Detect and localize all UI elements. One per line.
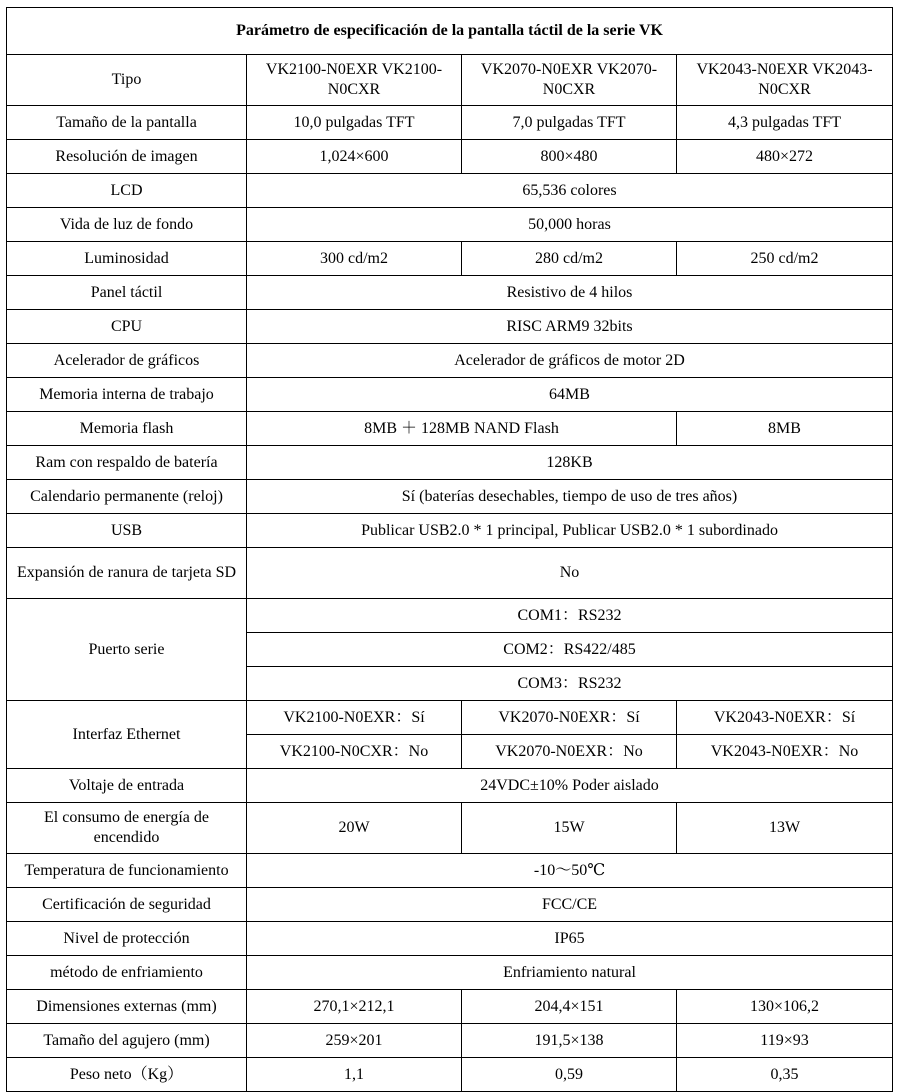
cell-value: Enfriamiento natural — [247, 956, 893, 990]
row-label: Puerto serie — [7, 599, 247, 701]
table-row — [7, 276, 893, 310]
cell-value: COM2：RS422/485 — [247, 633, 893, 667]
cell-value: VK2100-N0CXR：No — [247, 735, 462, 769]
table-row — [7, 769, 893, 803]
table-row — [7, 242, 893, 276]
cell-value: 191,5×138 — [462, 1024, 677, 1058]
row-label: método de enfriamiento — [7, 956, 247, 990]
cell-value: 8MB ＋ 128MB NAND Flash — [247, 412, 677, 446]
cell-value: 15W — [462, 803, 677, 854]
table-row — [7, 310, 893, 344]
table-row — [7, 344, 893, 378]
cell-value: 65,536 colores — [247, 174, 893, 208]
row-label: USB — [7, 514, 247, 548]
table-row — [7, 174, 893, 208]
table-row — [7, 412, 893, 446]
cell-value: FCC/CE — [247, 888, 893, 922]
cell-value: 270,1×212,1 — [247, 990, 462, 1024]
row-label: CPU — [7, 310, 247, 344]
row-label: Resolución de imagen — [7, 140, 247, 174]
table-row — [7, 514, 893, 548]
cell-value: 13W — [677, 803, 893, 854]
cell-value: 204,4×151 — [462, 990, 677, 1024]
row-label: Dimensiones externas (mm) — [7, 990, 247, 1024]
row-label: Temperatura de funcionamiento — [7, 854, 247, 888]
cell-value: 1,1 — [247, 1058, 462, 1092]
table-row — [7, 446, 893, 480]
cell-value: 130×106,2 — [677, 990, 893, 1024]
row-label: Tipo — [7, 55, 247, 106]
row-label: Calendario permanente (reloj) — [7, 480, 247, 514]
cell-value: 50,000 horas — [247, 208, 893, 242]
cell-value: 480×272 — [677, 140, 893, 174]
cell-value: RISC ARM9 32bits — [247, 310, 893, 344]
row-label: Memoria interna de trabajo — [7, 378, 247, 412]
cell-value: 4,3 pulgadas TFT — [677, 106, 893, 140]
row-label: Expansión de ranura de tarjeta SD — [7, 548, 247, 599]
cell-value: 250 cd/m2 — [677, 242, 893, 276]
cell-value: VK2043-N0EXR：Sí — [677, 701, 893, 735]
cell-value: -10～50℃ — [247, 854, 893, 888]
cell-value: 24VDC±10% Poder aislado — [247, 769, 893, 803]
cell-value: VK2070-N0EXR VK2070-N0CXR — [462, 55, 677, 106]
cell-value: COM3：RS232 — [247, 667, 893, 701]
table-row — [7, 599, 893, 633]
cell-value: VK2070-N0EXR：No — [462, 735, 677, 769]
cell-value: 128KB — [247, 446, 893, 480]
row-label: Interfaz Ethernet — [7, 701, 247, 769]
cell-value: 259×201 — [247, 1024, 462, 1058]
row-label: Vida de luz de fondo — [7, 208, 247, 242]
row-label: Luminosidad — [7, 242, 247, 276]
cell-value: Resistivo de 4 hilos — [247, 276, 893, 310]
table-row — [7, 922, 893, 956]
cell-value: 119×93 — [677, 1024, 893, 1058]
cell-value: VK2070-N0EXR：Sí — [462, 701, 677, 735]
cell-value: 64MB — [247, 378, 893, 412]
cell-value: 10,0 pulgadas TFT — [247, 106, 462, 140]
row-label: El consumo de energía de encendido — [7, 803, 247, 854]
table-row — [7, 803, 893, 854]
cell-value: 1,024×600 — [247, 140, 462, 174]
table-row — [7, 378, 893, 412]
row-label: Ram con respaldo de batería — [7, 446, 247, 480]
table-title: Parámetro de especificación de la pantalla táctil de la serie VK — [7, 8, 893, 55]
cell-value: Acelerador de gráficos de motor 2D — [247, 344, 893, 378]
cell-value: 20W — [247, 803, 462, 854]
cell-value: VK2043-N0EXR VK2043-N0CXR — [677, 55, 893, 106]
cell-value: 300 cd/m2 — [247, 242, 462, 276]
table-row — [7, 106, 893, 140]
row-label: Peso neto（Kg） — [7, 1058, 247, 1092]
cell-value: Sí (baterías desechables, tiempo de uso de tres años) — [247, 480, 893, 514]
row-label: Tamaño del agujero (mm) — [7, 1024, 247, 1058]
cell-value: 0,59 — [462, 1058, 677, 1092]
row-label: Nivel de protección — [7, 922, 247, 956]
table-row — [7, 956, 893, 990]
row-label: Certificación de seguridad — [7, 888, 247, 922]
cell-value: 7,0 pulgadas TFT — [462, 106, 677, 140]
row-label: Memoria flash — [7, 412, 247, 446]
table-row — [7, 55, 893, 106]
row-label: Acelerador de gráficos — [7, 344, 247, 378]
cell-value: 8MB — [677, 412, 893, 446]
cell-value: IP65 — [247, 922, 893, 956]
table-row — [7, 480, 893, 514]
cell-value: VK2100-N0EXR：Sí — [247, 701, 462, 735]
cell-value: Publicar USB2.0 * 1 principal, Publicar USB2.0 * 1 subordinado — [247, 514, 893, 548]
cell-value: VK2043-N0EXR：No — [677, 735, 893, 769]
cell-value: 800×480 — [462, 140, 677, 174]
cell-value: COM1：RS232 — [247, 599, 893, 633]
table-row — [7, 548, 893, 599]
row-label: LCD — [7, 174, 247, 208]
table-row — [7, 1024, 893, 1058]
cell-value: 280 cd/m2 — [462, 242, 677, 276]
table-row — [7, 990, 893, 1024]
table-row — [7, 854, 893, 888]
cell-value: 0,35 — [677, 1058, 893, 1092]
spec-table — [6, 7, 893, 1092]
cell-value: No — [247, 548, 893, 599]
table-row — [7, 888, 893, 922]
cell-value: VK2100-N0EXR VK2100-N0CXR — [247, 55, 462, 106]
table-row — [7, 140, 893, 174]
row-label: Panel táctil — [7, 276, 247, 310]
row-label: Tamaño de la pantalla — [7, 106, 247, 140]
table-row — [7, 701, 893, 735]
row-label: Voltaje de entrada — [7, 769, 247, 803]
table-row — [7, 208, 893, 242]
